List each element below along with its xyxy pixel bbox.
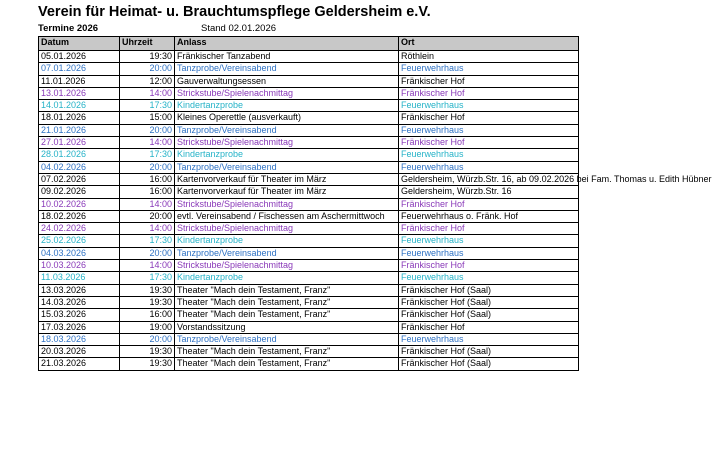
cell-place: Feuerwehrhaus: [399, 333, 579, 345]
cell-date: 14.03.2026: [39, 296, 120, 308]
cell-date: 04.03.2026: [39, 247, 120, 259]
table-row: [39, 296, 579, 308]
cell-date: 10.02.2026: [39, 198, 120, 210]
table-row: [39, 75, 579, 87]
cell-place: Feuerwehrhaus: [399, 149, 579, 161]
cell-place: Feuerwehrhaus: [399, 235, 579, 247]
cell-place: Fränkischer Hof: [399, 321, 579, 333]
cell-place: Feuerwehrhaus: [399, 100, 579, 112]
cell-date: 07.02.2026: [39, 173, 120, 185]
cell-time: 17:30: [120, 100, 175, 112]
cell-place: Fränkischer Hof (Saal): [399, 284, 579, 296]
cell-place: Fränkischer Hof: [399, 112, 579, 124]
cell-time: 19:30: [120, 358, 175, 370]
page-title: Verein für Heimat- u. Brauchtumspflege Geldersheim e.V.: [38, 4, 431, 20]
cell-date: 05.01.2026: [39, 51, 120, 63]
cell-time: 14:00: [120, 87, 175, 99]
cell-date: 18.01.2026: [39, 112, 120, 124]
cell-time: 20:00: [120, 63, 175, 75]
cell-place: Fränkischer Hof: [399, 75, 579, 87]
cell-time: 14:00: [120, 260, 175, 272]
table-row: [39, 149, 579, 161]
cell-event: Kartenvorverkauf für Theater im März: [175, 173, 399, 185]
cell-time: 20:00: [120, 161, 175, 173]
table-row: [39, 333, 579, 345]
table-header-row: [39, 37, 579, 51]
cell-date: 25.02.2026: [39, 235, 120, 247]
cell-place: Fränkischer Hof (Saal): [399, 358, 579, 370]
cell-time: 20:00: [120, 333, 175, 345]
table-row: [39, 112, 579, 124]
cell-time: 19:00: [120, 321, 175, 333]
table-row: [39, 51, 579, 63]
table-row: [39, 100, 579, 112]
cell-place: Geldersheim, Würzb.Str. 16, ab 09.02.2026 bei Fam. Thomas u. Edith Hübner: [399, 173, 579, 185]
cell-event: Tanzprobe/Vereinsabend: [175, 161, 399, 173]
cell-event: Tanzprobe/Vereinsabend: [175, 333, 399, 345]
cell-place: Fränkischer Hof: [399, 137, 579, 149]
cell-event: Theater "Mach dein Testament, Franz": [175, 296, 399, 308]
cell-date: 27.01.2026: [39, 137, 120, 149]
cell-date: 09.02.2026: [39, 186, 120, 198]
table-row: [39, 235, 579, 247]
cell-place: Fränkischer Hof (Saal): [399, 296, 579, 308]
table-row: [39, 124, 579, 136]
table-row: [39, 223, 579, 235]
cell-place: Fränkischer Hof (Saal): [399, 309, 579, 321]
cell-place: Feuerwehrhaus o. Fränk. Hof: [399, 210, 579, 222]
cell-event: Fränkischer Tanzabend: [175, 51, 399, 63]
cell-place: Geldersheim, Würzb.Str. 16: [399, 186, 579, 198]
cell-event: Theater "Mach dein Testament, Franz": [175, 309, 399, 321]
cell-time: 20:00: [120, 247, 175, 259]
cell-event: Gauverwaltungsessen: [175, 75, 399, 87]
table-row: [39, 260, 579, 272]
cell-event: Vorstandssitzung: [175, 321, 399, 333]
cell-event: Theater "Mach dein Testament, Franz": [175, 358, 399, 370]
cell-place: Fränkischer Hof: [399, 260, 579, 272]
cell-time: 14:00: [120, 198, 175, 210]
cell-event: Tanzprobe/Vereinsabend: [175, 63, 399, 75]
cell-time: 16:00: [120, 309, 175, 321]
cell-time: 14:00: [120, 223, 175, 235]
cell-event: Kleines Operettle (ausverkauft): [175, 112, 399, 124]
table-row: [39, 198, 579, 210]
cell-event: Kindertanzprobe: [175, 272, 399, 284]
cell-time: 16:00: [120, 173, 175, 185]
cell-date: 10.03.2026: [39, 260, 120, 272]
cell-time: 14:00: [120, 137, 175, 149]
subtitle-line: [38, 23, 277, 34]
table-row: [39, 161, 579, 173]
table-row: [39, 173, 579, 185]
cell-event: Strickstube/Spielenachmittag: [175, 198, 399, 210]
stand-date: Stand 02.01.2026: [201, 23, 277, 34]
cell-event: Strickstube/Spielenachmittag: [175, 87, 399, 99]
cell-event: Kindertanzprobe: [175, 235, 399, 247]
cell-date: 17.03.2026: [39, 321, 120, 333]
cell-time: 16:00: [120, 186, 175, 198]
cell-date: 14.01.2026: [39, 100, 120, 112]
cell-date: 21.01.2026: [39, 124, 120, 136]
cell-place: Fränkischer Hof: [399, 87, 579, 99]
cell-time: 17:30: [120, 235, 175, 247]
table-row: [39, 210, 579, 222]
cell-event: Theater "Mach dein Testament, Franz": [175, 346, 399, 358]
schedule-table: [38, 36, 712, 371]
table-row: [39, 284, 579, 296]
termine-label: Termine 2026: [38, 23, 99, 34]
cell-event: Kartenvorverkauf für Theater im März: [175, 186, 399, 198]
cell-event: evtl. Vereinsabend / Fischessen am Aschermittwoch: [175, 210, 399, 222]
cell-place: Fränkischer Hof: [399, 223, 579, 235]
cell-place: Röthlein: [399, 51, 579, 63]
table-row: [39, 309, 579, 321]
column-header-uhrzeit: Uhrzeit: [120, 37, 175, 51]
cell-time: 19:30: [120, 296, 175, 308]
cell-time: 15:00: [120, 112, 175, 124]
cell-date: 18.02.2026: [39, 210, 120, 222]
cell-time: 20:00: [120, 124, 175, 136]
cell-place: Fränkischer Hof: [399, 198, 579, 210]
cell-place: Feuerwehrhaus: [399, 272, 579, 284]
cell-event: Strickstube/Spielenachmittag: [175, 223, 399, 235]
table-row: [39, 186, 579, 198]
cell-date: 28.01.2026: [39, 149, 120, 161]
table-row: [39, 247, 579, 259]
cell-event: Tanzprobe/Vereinsabend: [175, 247, 399, 259]
cell-time: 19:30: [120, 51, 175, 63]
cell-date: 11.03.2026: [39, 272, 120, 284]
table-row: [39, 87, 579, 99]
column-header-anlass: Anlass: [175, 37, 399, 51]
column-header-ort: Ort: [399, 37, 579, 51]
cell-date: 07.01.2026: [39, 63, 120, 75]
cell-date: 24.02.2026: [39, 223, 120, 235]
table-row: [39, 272, 579, 284]
table-row: [39, 137, 579, 149]
cell-date: 20.03.2026: [39, 346, 120, 358]
table-row: [39, 358, 579, 370]
table-row: [39, 321, 579, 333]
cell-date: 11.01.2026: [39, 75, 120, 87]
cell-date: 04.02.2026: [39, 161, 120, 173]
cell-event: Theater "Mach dein Testament, Franz": [175, 284, 399, 296]
cell-date: 21.03.2026: [39, 358, 120, 370]
cell-time: 17:30: [120, 272, 175, 284]
cell-place: Fränkischer Hof (Saal): [399, 346, 579, 358]
cell-time: 12:00: [120, 75, 175, 87]
cell-place: Feuerwehrhaus: [399, 161, 579, 173]
cell-event: Strickstube/Spielenachmittag: [175, 137, 399, 149]
cell-time: 19:30: [120, 346, 175, 358]
cell-time: 19:30: [120, 284, 175, 296]
cell-place: Feuerwehrhaus: [399, 247, 579, 259]
cell-event: Strickstube/Spielenachmittag: [175, 260, 399, 272]
cell-place: Feuerwehrhaus: [399, 124, 579, 136]
cell-date: 18.03.2026: [39, 333, 120, 345]
table-row: [39, 63, 579, 75]
cell-event: Tanzprobe/Vereinsabend: [175, 124, 399, 136]
cell-event: Kindertanzprobe: [175, 100, 399, 112]
cell-date: 13.01.2026: [39, 87, 120, 99]
cell-time: 20:00: [120, 210, 175, 222]
table-row: [39, 346, 579, 358]
cell-date: 13.03.2026: [39, 284, 120, 296]
cell-place: Feuerwehrhaus: [399, 63, 579, 75]
cell-time: 17:30: [120, 149, 175, 161]
cell-date: 15.03.2026: [39, 309, 120, 321]
column-header-datum: Datum: [39, 37, 120, 51]
cell-event: Kindertanzprobe: [175, 149, 399, 161]
